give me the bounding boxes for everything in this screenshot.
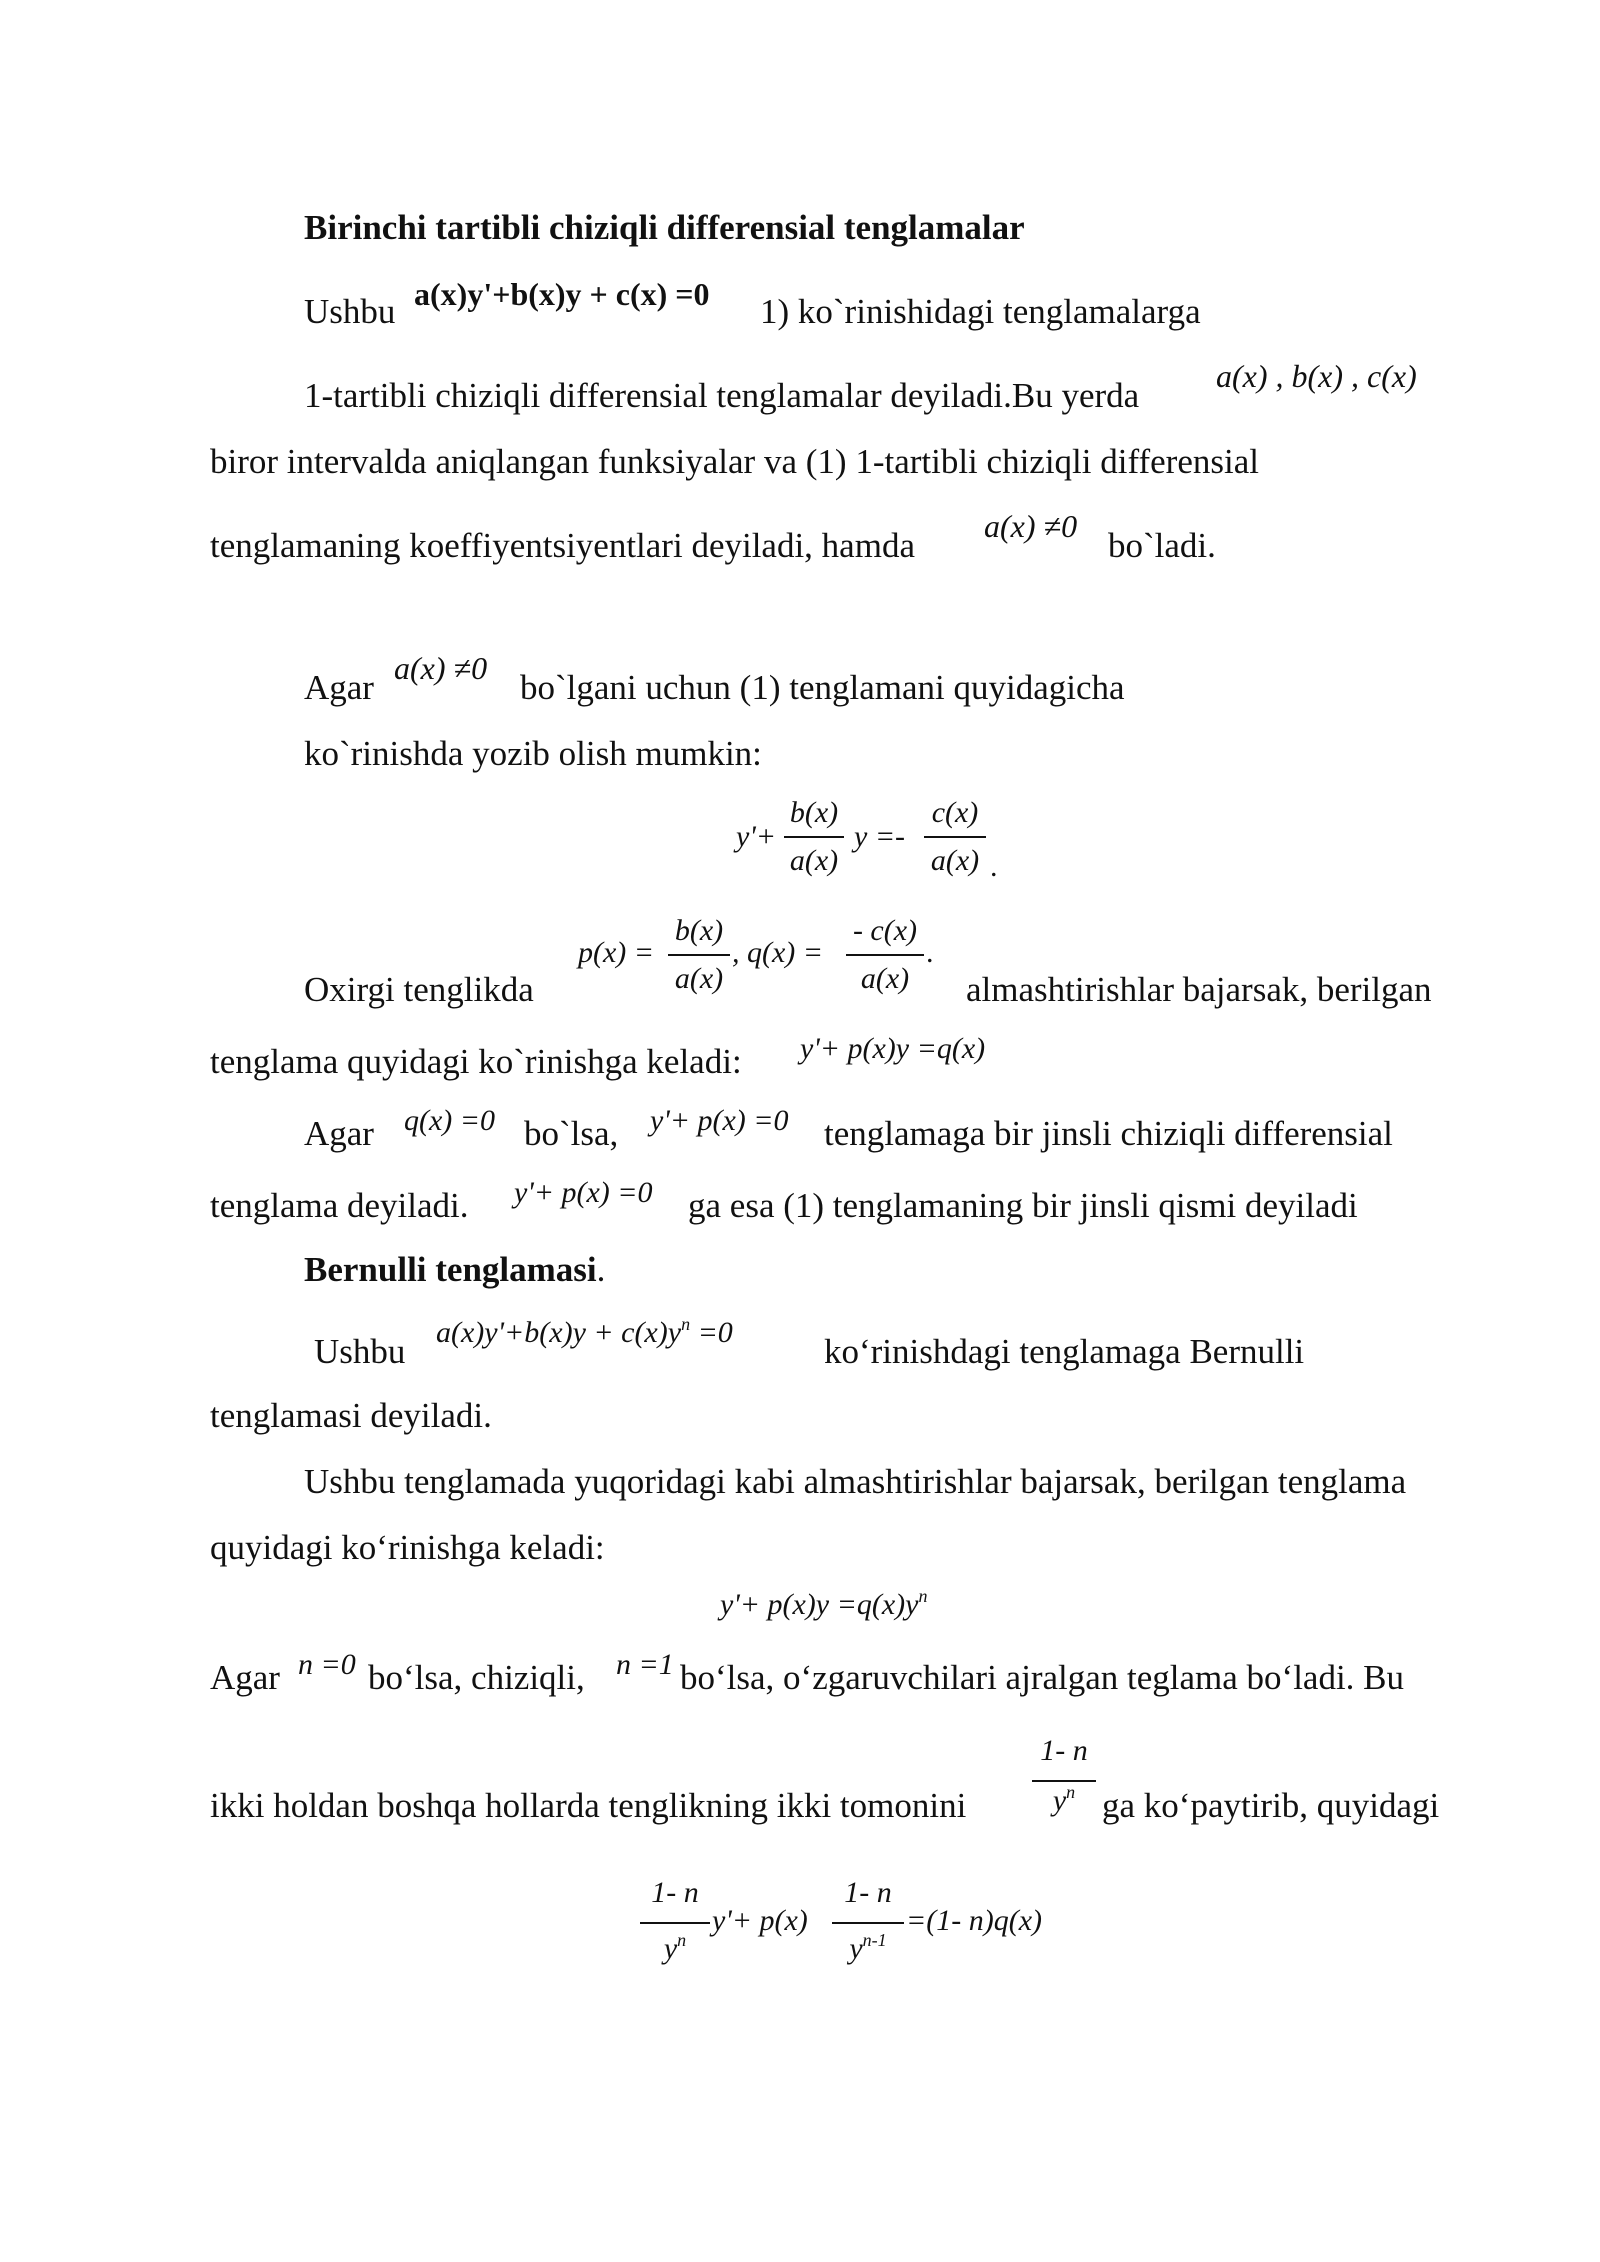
equation-bernulli <box>436 1314 733 1350</box>
eq-tail: =0 <box>690 1316 733 1349</box>
text-line: Ushbu tenglamada yuqoridagi kabi almashtirishlar bajarsak, berilgan tenglama <box>304 1462 1407 1501</box>
denominator-exponent: n-1 <box>862 1930 887 1950</box>
fraction-denominator: a(x) <box>860 962 910 995</box>
fraction <box>832 1876 904 1972</box>
bernulli-heading <box>304 1248 605 1292</box>
fraction-numerator: 1- n <box>651 1876 699 1909</box>
text-ushbu: Ushbu <box>314 1332 406 1371</box>
text-line: ga ko‘paytirib, quyidagi <box>1102 1786 1440 1825</box>
equation-n-zero: n =0 <box>298 1648 356 1681</box>
denominator-base: y <box>849 1932 863 1965</box>
text-line: almashtirishlar bajarsak, berilgan <box>966 970 1432 1009</box>
fraction-numerator: c(x) <box>931 796 979 829</box>
text-line: ga esa (1) tenglamaning bir jinsli qismi deyiladi <box>688 1186 1358 1225</box>
fraction-numerator: b(x) <box>674 914 724 947</box>
fraction <box>924 796 986 878</box>
text-line: tenglamaga bir jinsli chiziqli differensial <box>824 1114 1393 1153</box>
text-line: bo‘lsa, chiziqli, <box>368 1658 585 1697</box>
fraction <box>1032 1734 1096 1826</box>
fraction-bar <box>668 954 730 956</box>
text-line: bo‘lsa, o‘zgaruvchilari ajralgan teglama bo‘ladi. Bu <box>680 1658 1405 1697</box>
fraction-bar <box>846 954 924 956</box>
text-line: tenglamasi deyiladi. <box>210 1396 492 1435</box>
section-title: Birinchi tartibli chiziqli differensial tenglamalar <box>304 208 1025 247</box>
fraction-denominator <box>832 1930 904 1966</box>
denominator-base: y <box>663 1932 678 1965</box>
eq-term: . <box>926 936 934 969</box>
equation-nonzero: a(x) ≠0 <box>984 508 1078 544</box>
equation-n-one: n =1 <box>616 1648 674 1681</box>
text-agar: Agar <box>304 668 374 707</box>
equation-linear-reduced: y'+ p(x)y =q(x) <box>800 1032 986 1065</box>
text-line: biror intervalda aniqlangan funksiyalar va (1) 1-tartibli chiziqli differensial <box>210 442 1259 481</box>
eq-term: . <box>990 850 998 883</box>
equation-homogeneous: y'+ p(x) =0 <box>650 1104 789 1137</box>
fraction-numerator: b(x) <box>789 796 839 829</box>
eq-term: y =- <box>854 820 906 853</box>
text-line-end: bo`ladi. <box>1108 526 1216 565</box>
fraction-denominator: a(x) <box>674 962 724 995</box>
text-line: tenglama quyidagi ko`rinishga keladi: <box>210 1042 742 1081</box>
eq-term: , q(x) = <box>732 936 824 969</box>
fraction-numerator: 1- n <box>1040 1734 1088 1767</box>
text-line: ko`rinishda yozib olish mumkin: <box>304 734 762 773</box>
eq-exponent: n <box>918 1586 928 1606</box>
fraction <box>640 1876 710 1972</box>
fraction <box>846 914 924 996</box>
eq-body: a(x)y'+b(x)y + c(x)y <box>436 1316 682 1349</box>
equation-bernulli-reduced <box>720 1586 927 1622</box>
fraction <box>784 796 844 878</box>
fraction-bar <box>640 1922 710 1924</box>
fraction-denominator: a(x) <box>789 844 839 877</box>
eq-body: y'+ p(x)y =q(x)y <box>720 1588 919 1621</box>
equation-homogeneous: y'+ p(x) =0 <box>514 1176 653 1209</box>
fraction <box>668 914 730 996</box>
eq-term: p(x) = <box>578 936 655 969</box>
text-bolsa: bo`lsa, <box>524 1114 619 1153</box>
equation-coefficients: a(x) , b(x) , c(x) <box>1216 358 1417 394</box>
text-agar: Agar <box>210 1658 280 1697</box>
text-line: 1-tartibli chiziqli differensial tenglamalar deyiladi.Bu yerda <box>304 376 1140 415</box>
fraction-denominator: a(x) <box>930 844 980 877</box>
text-line: quyidagi ko‘rinishga keladi: <box>210 1528 605 1567</box>
fraction-bar <box>832 1922 904 1924</box>
fraction-numerator: 1- n <box>844 1876 892 1909</box>
heading-dot: . <box>596 1250 606 1289</box>
equation-linear: a(x)y'+b(x)y + c(x) =0 <box>414 276 710 312</box>
heading-text: Bernulli tenglamasi <box>304 1250 597 1289</box>
fraction-denominator <box>640 1930 710 1966</box>
eq-term: =(1- n)q(x) <box>906 1904 1043 1937</box>
fraction-denominator <box>1032 1782 1096 1818</box>
denominator-exponent: n <box>1066 1782 1076 1802</box>
text-oxirgi: Oxirgi tenglikda <box>304 970 534 1009</box>
text-line: ko‘rinishdagi tenglamaga Bernulli <box>824 1332 1305 1371</box>
eq-exponent: n <box>681 1314 691 1334</box>
text-line: tenglama deyiladi. <box>210 1186 469 1225</box>
fraction-numerator: - c(x) <box>852 914 918 947</box>
text-line: bo`lgani uchun (1) tenglamani quyidagicha <box>520 668 1125 707</box>
text-line: ikki holdan boshqa hollarda tenglikning ikki tomonini <box>210 1786 967 1825</box>
text-line: tenglamaning koeffiyentsiyentlari deyiladi, hamda <box>210 526 915 565</box>
equation-q-zero: q(x) =0 <box>404 1104 496 1137</box>
text-ushbu: Ushbu <box>304 292 396 331</box>
fraction-bar <box>784 836 844 838</box>
denominator-base: y <box>1052 1784 1067 1817</box>
text-after-eq1: 1) ko`rinishidagi tenglamalarga <box>760 292 1201 331</box>
equation-nonzero: a(x) ≠0 <box>394 650 488 686</box>
denominator-exponent: n <box>677 1930 687 1950</box>
eq-term: y'+ <box>736 820 776 853</box>
text-agar: Agar <box>304 1114 374 1153</box>
fraction-bar <box>924 836 986 838</box>
eq-term: y'+ p(x) <box>712 1904 808 1937</box>
